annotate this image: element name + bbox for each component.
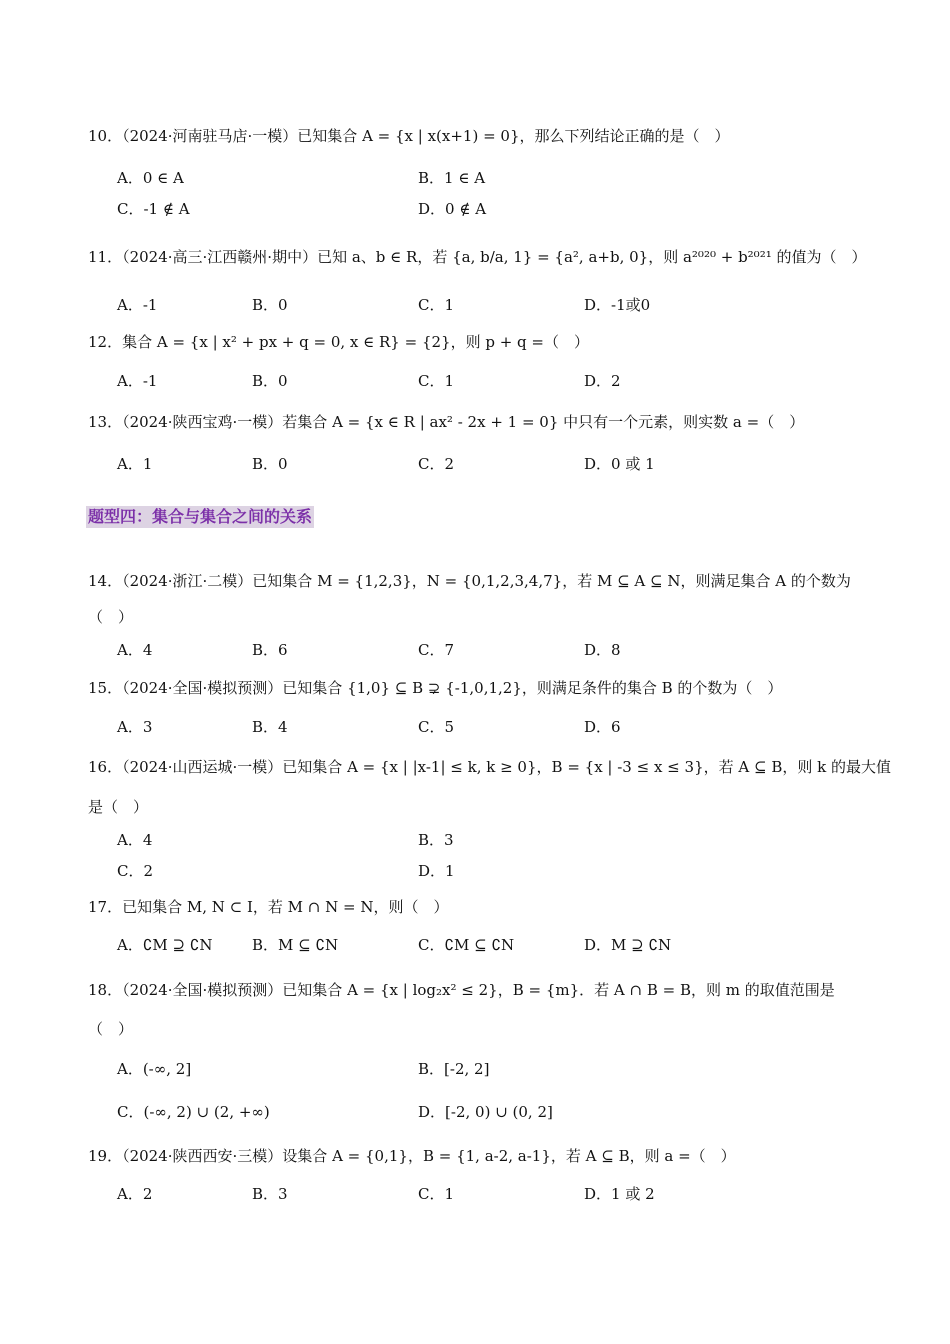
question-12-option-d: D．2	[584, 372, 621, 390]
question-18-option-d: D．[-2, 0) ∪ (0, 2]	[418, 1103, 553, 1121]
question-19-option-d: D．1 或 2	[584, 1185, 655, 1203]
question-16-option-a: A．4	[117, 831, 153, 849]
question-17-option-b: B．M ⊆ ∁N	[252, 936, 339, 954]
question-16-stem-continued: 是（ ）	[88, 798, 149, 816]
question-13-option-c: C．2	[418, 455, 455, 473]
question-16-option-d: D．1	[418, 862, 455, 880]
question-19-option-a: A．2	[117, 1185, 153, 1203]
question-16-option-c: C．2	[117, 862, 154, 880]
question-19-option-b: B．3	[252, 1185, 288, 1203]
question-14-option-c: C．7	[418, 641, 455, 659]
question-13-stem: 13．（2024·陕西宝鸡·一模）若集合 A = {x ∈ R | ax² - 2x + 1 = 0} 中只有一个元素，则实数 a =（ ）	[88, 413, 805, 431]
question-11-option-c: C．1	[418, 296, 455, 314]
question-17-option-c: C．∁M ⊆ ∁N	[418, 936, 515, 954]
question-18-option-c: C．(-∞, 2) ∪ (2, +∞)	[117, 1103, 270, 1121]
question-18-stem-continued: （ ）	[88, 1020, 134, 1038]
question-17-option-d: D．M ⊇ ∁N	[584, 936, 672, 954]
question-14-option-a: A．4	[117, 641, 153, 659]
question-10-option-a: A．0 ∈ A	[117, 169, 184, 187]
question-14-option-d: D．8	[584, 641, 621, 659]
question-14-stem: 14．（2024·浙江·二模）已知集合 M = {1,2,3}，N = {0,1,2,3,4,7}，若 M ⊆ A ⊆ N，则满足集合 A 的个数为	[88, 572, 851, 590]
question-18-option-a: A．(-∞, 2]	[117, 1060, 192, 1078]
question-15-stem: 15．（2024·全国·模拟预测）已知集合 {1,0} ⊆ B ⊋ {-1,0,1,2}，则满足条件的集合 B 的个数为（ ）	[88, 679, 783, 697]
question-14-option-b: B．6	[252, 641, 288, 659]
question-15-option-c: C．5	[418, 718, 455, 736]
question-13-option-b: B．0	[252, 455, 288, 473]
question-11-option-a: A．-1	[117, 296, 158, 314]
question-10-option-d: D．0 ∉ A	[418, 200, 487, 218]
question-11-option-d: D．-1或0	[584, 296, 651, 314]
question-11-stem: 11．（2024·高三·江西赣州·期中）已知 a、b ∈ R，若 {a, b/a, 1} = {a², a+b, 0}，则 a²⁰²⁰ + b²⁰²¹ 的值为（ ）	[88, 248, 867, 266]
question-17-option-a: A．∁M ⊇ ∁N	[117, 936, 213, 954]
question-17-stem: 17．已知集合 M, N ⊂ I，若 M ∩ N = N，则（ ）	[88, 898, 449, 916]
question-11-option-b: B．0	[252, 296, 288, 314]
question-16-stem: 16．（2024·山西运城·一模）已知集合 A = {x | |x-1| ≤ k, k ≥ 0}，B = {x | -3 ≤ x ≤ 3}，若 A ⊆ B，则 k 的最大值	[88, 758, 891, 776]
question-15-option-a: A．3	[117, 718, 153, 736]
question-12-option-b: B．0	[252, 372, 288, 390]
question-12-stem: 12．集合 A = {x | x² + px + q = 0, x ∈ R} = {2}，则 p + q =（ ）	[88, 333, 589, 351]
question-19-stem: 19．（2024·陕西西安·三模）设集合 A = {0,1}，B = {1, a-2, a-1}，若 A ⊆ B，则 a =（ ）	[88, 1147, 736, 1165]
question-15-option-b: B．4	[252, 718, 288, 736]
question-12-option-c: C．1	[418, 372, 455, 390]
question-10-stem: 10．（2024·河南驻马店·一模）已知集合 A = {x | x(x+1) = 0}，那么下列结论正确的是（ ）	[88, 127, 730, 145]
question-10-option-c: C．-1 ∉ A	[117, 200, 190, 218]
question-15-option-d: D．6	[584, 718, 621, 736]
question-16-option-b: B．3	[418, 831, 454, 849]
question-12-option-a: A．-1	[117, 372, 158, 390]
question-10-option-b: B．1 ∈ A	[418, 169, 486, 187]
question-14-stem-continued: （ ）	[88, 608, 134, 626]
question-19-option-c: C．1	[418, 1185, 455, 1203]
question-18-stem: 18．（2024·全国·模拟预测）已知集合 A = {x | log₂x² ≤ 2}，B = {m}．若 A ∩ B = B，则 m 的取值范围是	[88, 981, 835, 999]
section-heading: 题型四：集合与集合之间的关系	[88, 507, 313, 526]
question-13-option-d: D．0 或 1	[584, 455, 655, 473]
question-13-option-a: A．1	[117, 455, 153, 473]
question-18-option-b: B．[-2, 2]	[418, 1060, 490, 1078]
